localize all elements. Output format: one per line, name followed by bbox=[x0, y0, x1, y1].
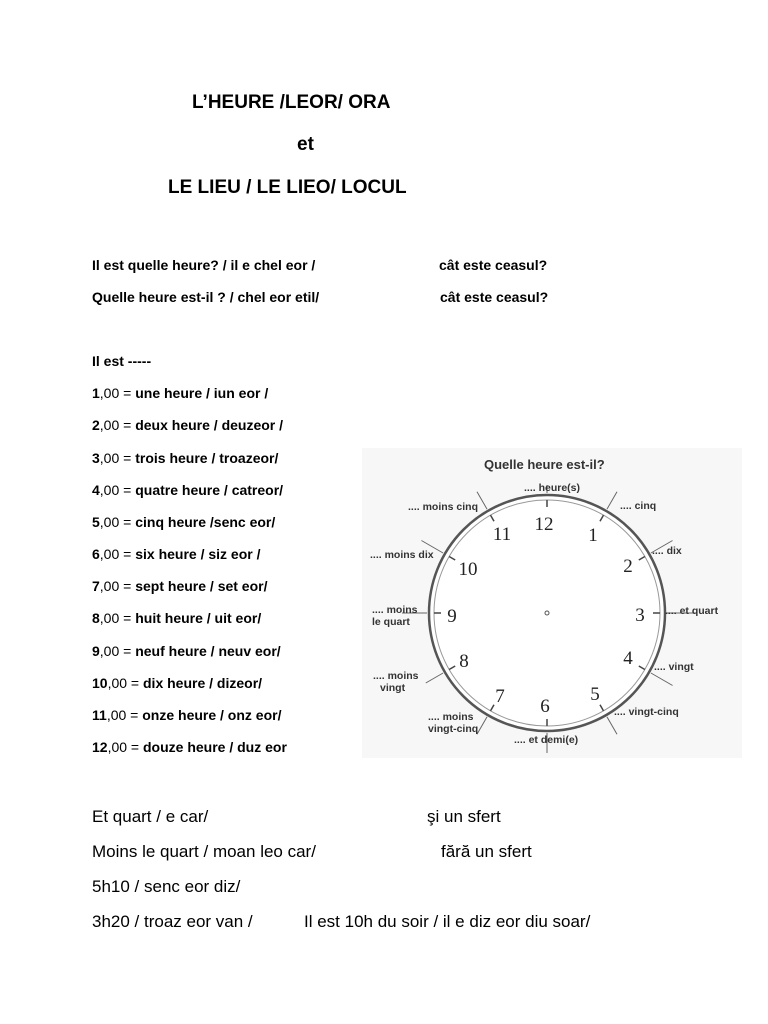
hour-row: 1,00 = une heure / iun eor / bbox=[92, 385, 269, 401]
clock-illustration bbox=[362, 448, 742, 758]
bottom-line-3-left: 5h10 / senc eor diz/ bbox=[92, 877, 241, 896]
hour-row: 11,00 = onze heure / onz eor/ bbox=[92, 707, 282, 723]
clock-numeral-10: 10 bbox=[458, 559, 478, 580]
il-est-heading: Il est ----- bbox=[92, 353, 152, 369]
label-et-demie: .... et demi(e) bbox=[514, 734, 579, 746]
hour-row: 7,00 = sept heure / set eor/ bbox=[92, 578, 268, 594]
label-moins-vingt-line1: .... moins bbox=[373, 670, 419, 682]
clock-title: Quelle heure est-il? bbox=[484, 457, 605, 472]
bottom-line-2-right: fără un sfert bbox=[441, 842, 532, 861]
question-1-french: Il est quelle heure? / il e chel eor / bbox=[92, 257, 316, 273]
label-vingt: .... vingt bbox=[654, 661, 694, 673]
label-moins-cinq: .... moins cinq bbox=[408, 501, 479, 513]
clock-numeral-12: 12 bbox=[534, 514, 554, 535]
label-moins-le-quart-line2: le quart bbox=[372, 616, 410, 628]
hour-row: 12,00 = douze heure / duz eor bbox=[92, 739, 287, 755]
bottom-line-4-left: 3h20 / troaz eor van / bbox=[92, 912, 253, 931]
bottom-line-2-left: Moins le quart / moan leo car/ bbox=[92, 842, 316, 861]
clock-numeral-6: 6 bbox=[540, 696, 550, 717]
hour-row: 3,00 = trois heure / troazeor/ bbox=[92, 450, 279, 466]
hour-row: 9,00 = neuf heure / neuv eor/ bbox=[92, 643, 281, 659]
hour-row: 10,00 = dix heure / dizeor/ bbox=[92, 675, 263, 691]
label-dix: .... dix bbox=[652, 545, 682, 557]
clock-numeral-8: 8 bbox=[459, 651, 469, 672]
label-et-quart: .... et quart bbox=[665, 605, 719, 617]
hour-row: 6,00 = six heure / siz eor / bbox=[92, 546, 261, 562]
clock-numeral-7: 7 bbox=[495, 686, 505, 707]
hour-row: 8,00 = huit heure / uit eor/ bbox=[92, 610, 262, 626]
title-line-1: L’HEURE /LEOR/ ORA bbox=[192, 92, 391, 113]
hour-row: 4,00 = quatre heure / catreor/ bbox=[92, 482, 284, 498]
label-vingt-cinq: .... vingt-cinq bbox=[614, 706, 679, 718]
label-cinq: .... cinq bbox=[620, 500, 657, 512]
bottom-line-1-left: Et quart / e car/ bbox=[92, 807, 209, 826]
title-line-2: et bbox=[297, 134, 314, 155]
label-moins-vingt-line2: vingt bbox=[380, 682, 406, 694]
clock-numeral-5: 5 bbox=[590, 684, 600, 705]
question-2-romanian: cât este ceasul? bbox=[440, 289, 549, 305]
label-moins-le-quart-line1: .... moins bbox=[372, 604, 418, 616]
title-line-3: LE LIEU / LE LIEO/ LOCUL bbox=[168, 177, 407, 198]
bottom-line-4-right: Il est 10h du soir / il e diz eor diu soar/ bbox=[304, 912, 591, 931]
label-moins-dix: .... moins dix bbox=[370, 549, 434, 561]
bottom-line-1-right: şi un sfert bbox=[427, 807, 501, 826]
clock-numeral-11: 11 bbox=[492, 524, 512, 545]
clock-numeral-1: 1 bbox=[588, 525, 598, 546]
hour-row: 2,00 = deux heure / deuzeor / bbox=[92, 417, 284, 433]
hour-row: 5,00 = cinq heure /senc eor/ bbox=[92, 514, 276, 530]
label-moins-vingt-cinq-line2: vingt-cinq bbox=[428, 723, 479, 735]
clock-numeral-2: 2 bbox=[623, 556, 633, 577]
question-2-french: Quelle heure est-il ? / chel eor etil/ bbox=[92, 289, 320, 305]
clock-numeral-3: 3 bbox=[635, 605, 645, 626]
label-heures: .... heure(s) bbox=[524, 482, 581, 494]
clock-numeral-4: 4 bbox=[623, 648, 633, 669]
question-1-romanian: cât este ceasul? bbox=[439, 257, 548, 273]
clock-numeral-9: 9 bbox=[447, 606, 457, 627]
label-moins-vingt-cinq-line1: .... moins bbox=[428, 711, 474, 723]
